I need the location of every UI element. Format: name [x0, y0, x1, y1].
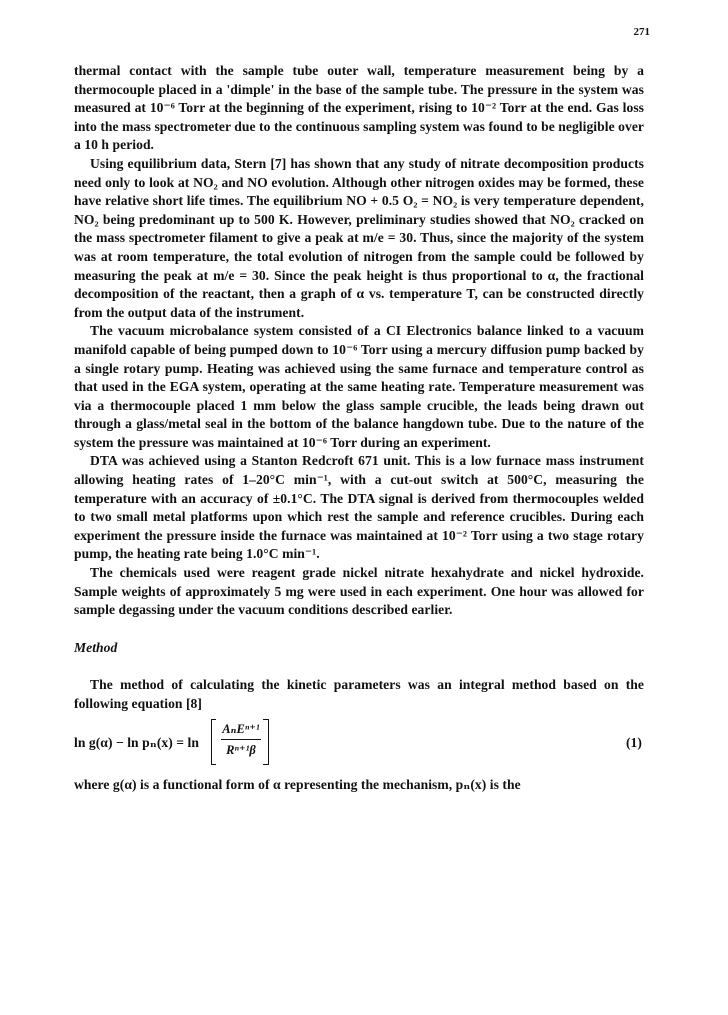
paragraph-where: where g(α) is a functional form of α representing the mechanism, pₙ(x) is the — [74, 776, 521, 792]
equation-numerator: AₙEⁿ⁺¹ — [222, 721, 260, 736]
article-body — [74, 62, 644, 794]
page-number: 271 — [633, 26, 650, 38]
paragraph-method-intro: The method of calculating the kinetic parameters was an integral method based on the following equation [8] — [74, 677, 644, 711]
paragraph-microbalance: The vacuum microbalance system consisted of a CI Electronics balance linked to a vacuum manifold capable of being pumped down to 10⁻⁶ Torr using a mercury diffusion pump backed by a single rotary pump. Heating was achieved using the same furnace and temperature control as that used in the EGA system, operating at the same heating rate. Temperature measurement was via a thermocouple placed 1 mm below the glass sample crucible, the leads being drawn out through a glass/metal seal in the bottom of the balance hangdown tube. Due to the nature of the system the pressure was maintained at 10⁻⁶ Torr during an experiment. — [74, 323, 644, 450]
section-heading-method: Method — [74, 639, 118, 655]
paragraph-dta: DTA was achieved using a Stanton Redcroft 671 unit. This is a low furnace mass instrument allowing heating rates of 1–20°C min⁻¹, with a cut-out switch at 500°C, measuring the temperature with an accuracy of ±0.1°C. The DTA signal is derived from thermocouples welded to two small metal platforms upon which rest the sample and reference crucibles. During each experiment the pressure inside the furnace was maintained at 10⁻² Torr using a two stage rotary pump, the heating rate being 1.0°C min⁻¹. — [74, 453, 644, 562]
bracket-corner — [211, 719, 216, 720]
equation-number: (1) — [625, 734, 642, 750]
paragraph-sampling: thermal contact with the sample tube outer wall, temperature measurement being by a thermocouple placed in a 'dimple' in the base of the sample tube. The pressure in the system was measured at 10⁻⁶ Torr at the beginning of the experiment, rising to 10⁻² Torr at the end. Gas loss into the mass spectrometer due to the continuous sampling system was found to be negligible over a 10 h period. — [74, 63, 644, 153]
equation-denominator: Rⁿ⁺¹β — [226, 742, 256, 757]
bracket-corner — [263, 764, 268, 765]
paragraph-chemicals: The chemicals used were reagent grade nickel nitrate hexahydrate and nickel hydroxide. Sample weights of approximately 5 mg were used in each experiment. One hour was allowed for sample degassing under the vacuum conditions described earlier. — [74, 565, 644, 618]
equation-lhs: ln g(α) − ln pₙ(x) = ln — [74, 734, 199, 750]
fraction-bar — [221, 739, 261, 740]
paragraph-equilibrium: Using equilibrium data, Stern [7] has shown that any study of nitrate decomposition products need only to look at NO₂ and NO evolution. Although other nitrogen oxides may be formed, these have relative short life times. The equilibrium NO + 0.5 O₂ = NO₂ is very temperature dependent, NO₂ being predominant up to 500 K. However, preliminary studies showed that NO₂ cracked on the mass spectrometer filament to give a peak at m/e = 30. Thus, since the majority of the system was at room temperature, the total evolution of nitrogen from the sample could be followed by measuring the peak at m/e = 30. Since the peak height is thus proportional to α, the fractional decomposition of the reactant, then a graph of α vs. temperature T, can be constructed directly from the output data of the instrument. — [74, 155, 644, 320]
equation-fraction — [221, 720, 261, 759]
equation-1 — [74, 715, 644, 773]
bracket-corner — [211, 764, 216, 765]
bracket-corner — [263, 719, 268, 720]
